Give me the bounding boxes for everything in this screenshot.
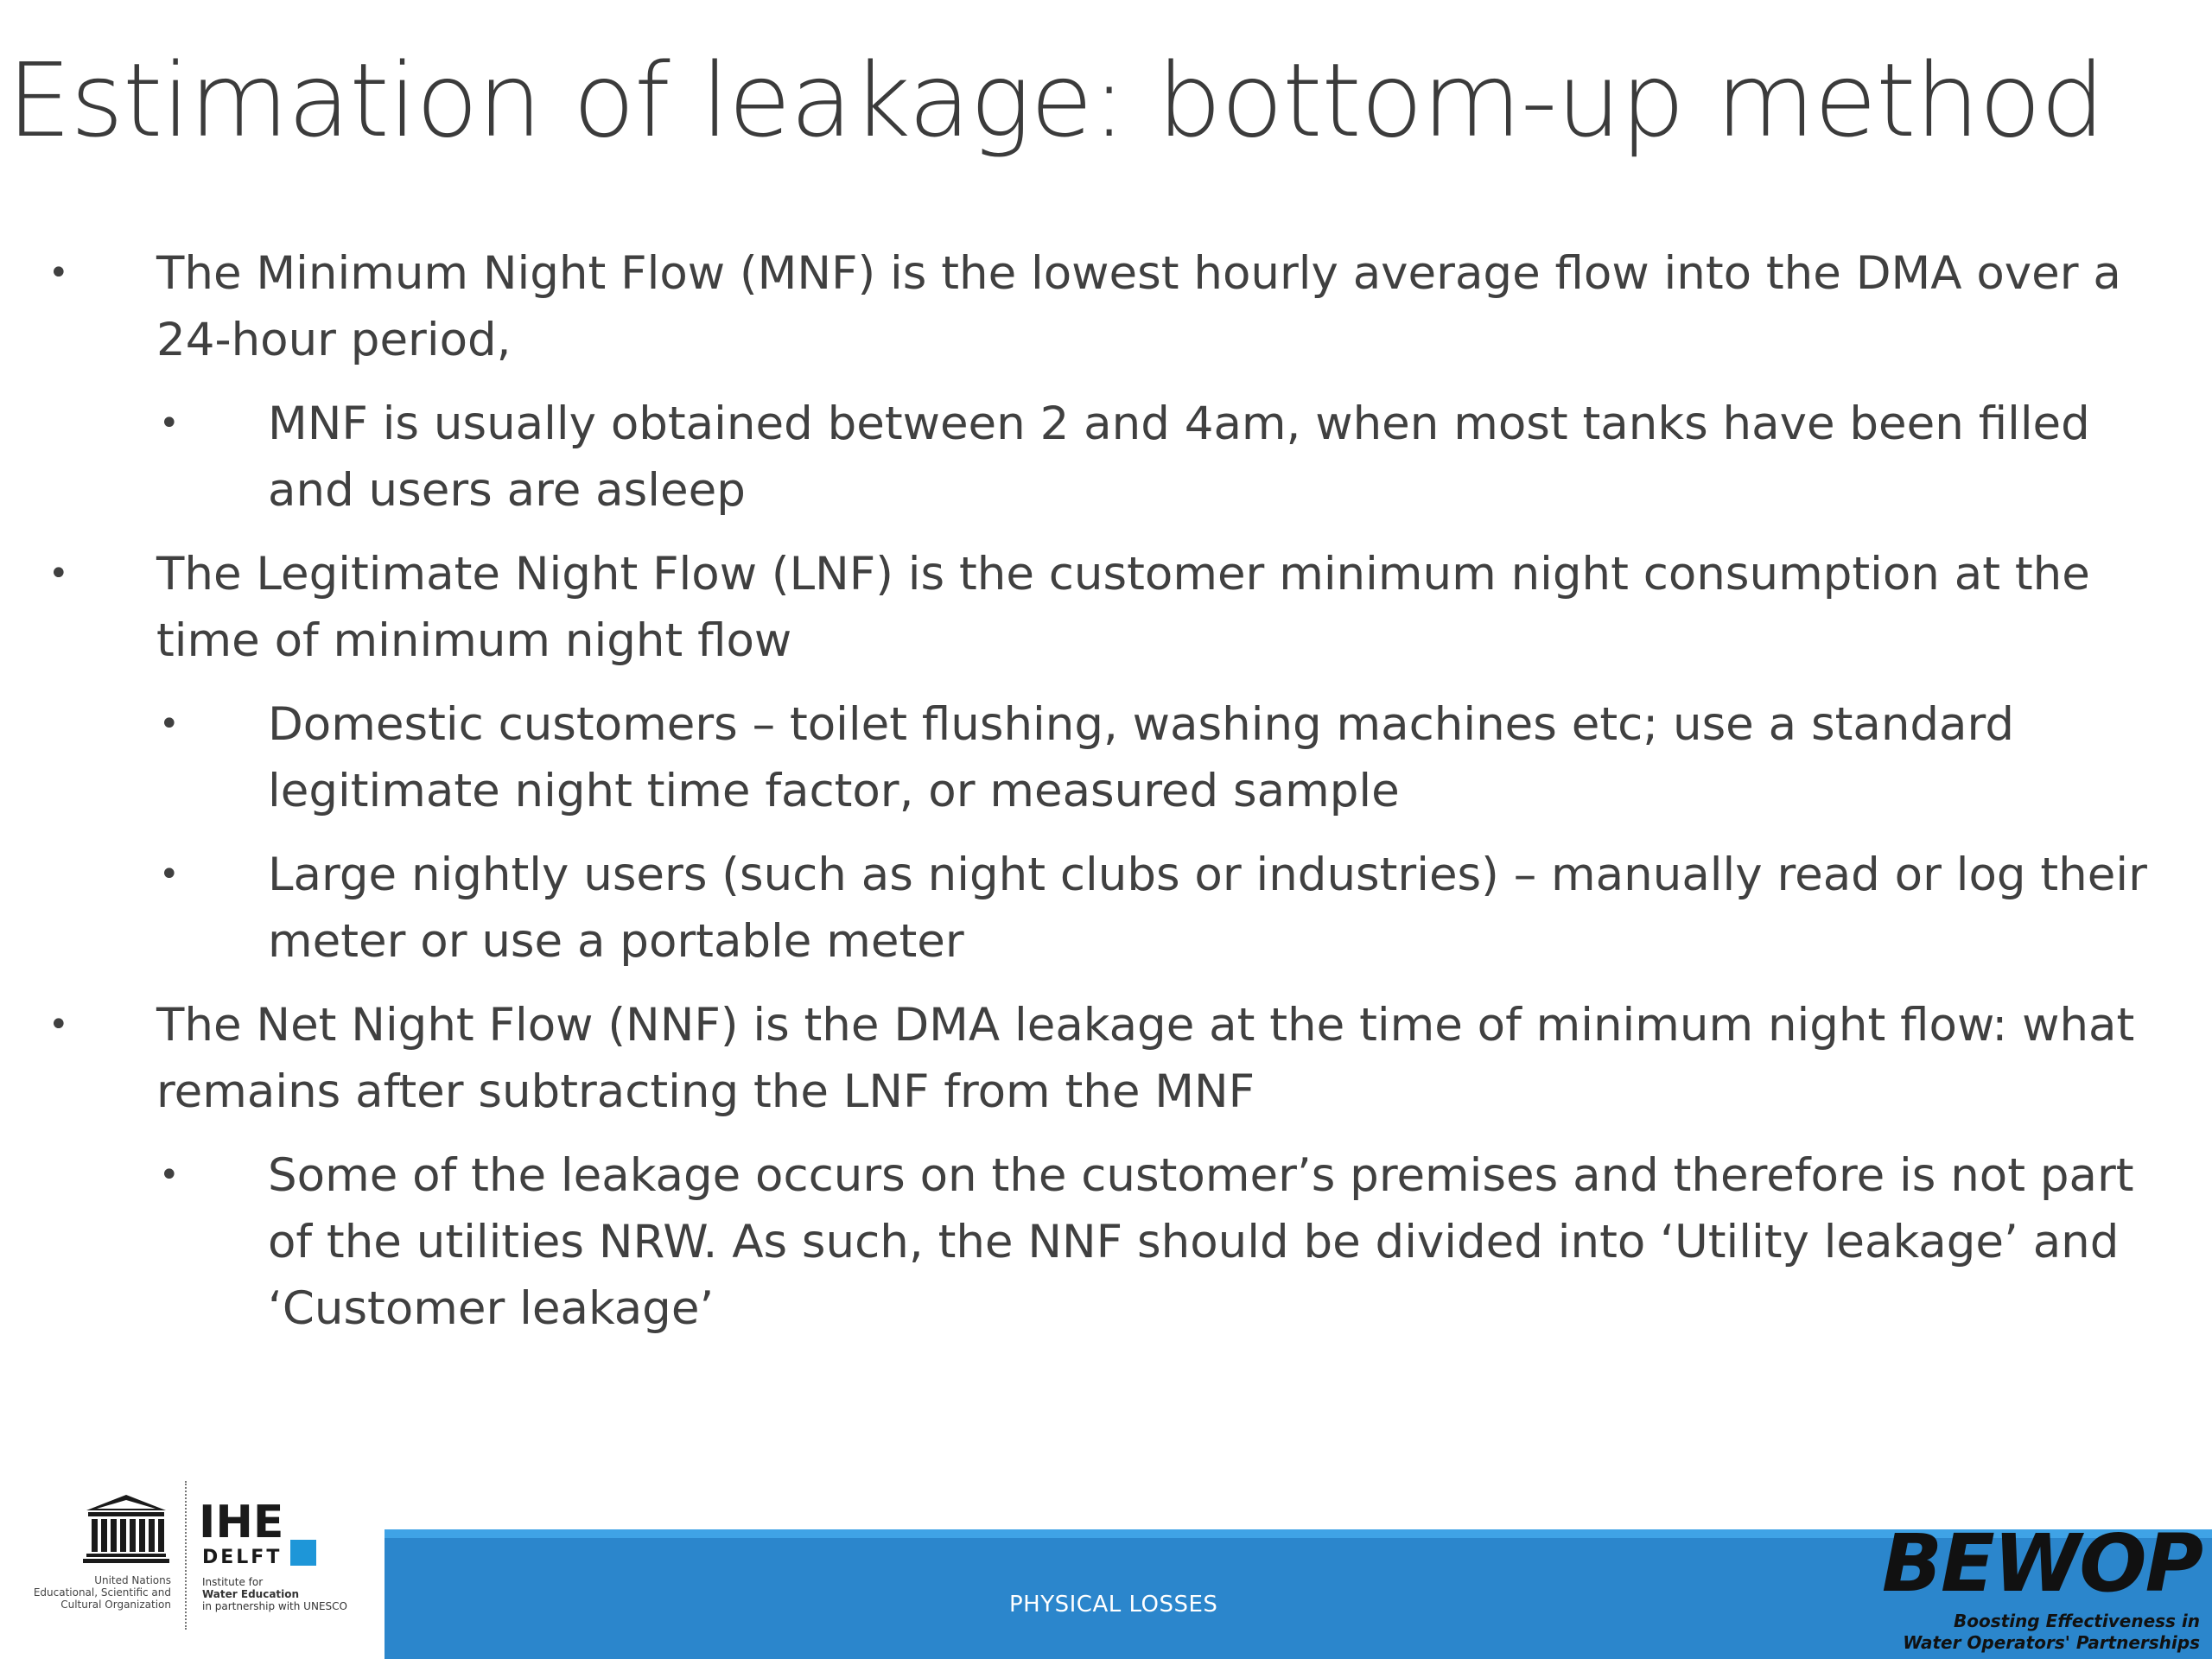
bullet-dot-icon: •	[159, 404, 180, 443]
ihe-caption-line: Institute for	[202, 1576, 264, 1588]
bewop-logo	[1881, 1517, 2212, 1659]
sub-bullet-item	[0, 391, 2212, 524]
unesco-caption-line: Cultural Organization	[60, 1599, 171, 1611]
bewop-wordmark: BEWOP	[1881, 1517, 2202, 1610]
bullet-dot-icon: •	[159, 855, 180, 894]
ihe-square-icon	[290, 1540, 316, 1566]
bullet-dot-icon: •	[48, 1005, 69, 1045]
unesco-ihe-logo	[26, 1474, 363, 1630]
bewop-tagline-line: Water Operators' Partnerships	[1903, 1632, 2200, 1653]
bullet-item	[0, 541, 2212, 674]
sub-bullet-item	[0, 842, 2212, 975]
delft-wordmark: DELFT	[202, 1547, 283, 1568]
unesco-caption	[26, 1574, 171, 1611]
ihe-caption-line: Water Education	[202, 1588, 300, 1600]
bullet-text: The Legitimate Night Flow (LNF) is the customer minimum night consumption at the time of minimum night flow	[156, 548, 2090, 667]
bullet-text: The Minimum Night Flow (MNF) is the lowest hourly average flow into the DMA over a 24-hour period,	[156, 247, 2121, 366]
ihe-caption-line: in partnership with UNESCO	[202, 1600, 347, 1612]
sub-bullet-item	[0, 1142, 2212, 1342]
footer-label: PHYSICAL LOSSES	[1009, 1592, 1218, 1618]
ihe-caption	[202, 1576, 366, 1612]
bullet-dot-icon: •	[159, 1155, 180, 1195]
bewop-tagline-line: Boosting Effectiveness in	[1954, 1611, 2200, 1631]
bullet-item	[0, 992, 2212, 1125]
bullet-item	[0, 240, 2212, 373]
unesco-caption-line: Educational, Scientific and	[33, 1586, 171, 1599]
bullet-list	[0, 240, 2212, 1342]
logo-divider	[185, 1481, 187, 1630]
bullet-text: Large nightly users (such as night clubs or industries) – manually read or log their meter or use a portable meter	[268, 849, 2147, 968]
ihe-wordmark: IHE	[199, 1497, 284, 1548]
bullet-dot-icon: •	[48, 554, 69, 594]
unesco-temple-icon	[83, 1493, 169, 1564]
bewop-tagline	[1903, 1611, 2200, 1654]
slide-title: Estimation of leakage: bottom-up method	[7, 41, 2105, 160]
bullet-dot-icon: •	[159, 704, 180, 744]
unesco-caption-line: United Nations	[94, 1574, 171, 1586]
sub-bullet-item	[0, 691, 2212, 824]
bullet-text: MNF is usually obtained between 2 and 4am, when most tanks have been filled and users are asleep	[268, 397, 2090, 517]
bullet-text: Some of the leakage occurs on the customer’s premises and therefore is not part of the utilities NRW. As such, the NNF should be divided into ‘Utility leakage’ and ‘Customer leakage’	[268, 1149, 2134, 1335]
bullet-text: The Net Night Flow (NNF) is the DMA leakage at the time of minimum night flow: what remains after subtracting the LNF from the MNF	[156, 999, 2135, 1118]
bullet-dot-icon: •	[48, 253, 69, 293]
bullet-text: Domestic customers – toilet flushing, washing machines etc; use a standard legitimate night time factor, or measured sample	[268, 698, 2015, 817]
